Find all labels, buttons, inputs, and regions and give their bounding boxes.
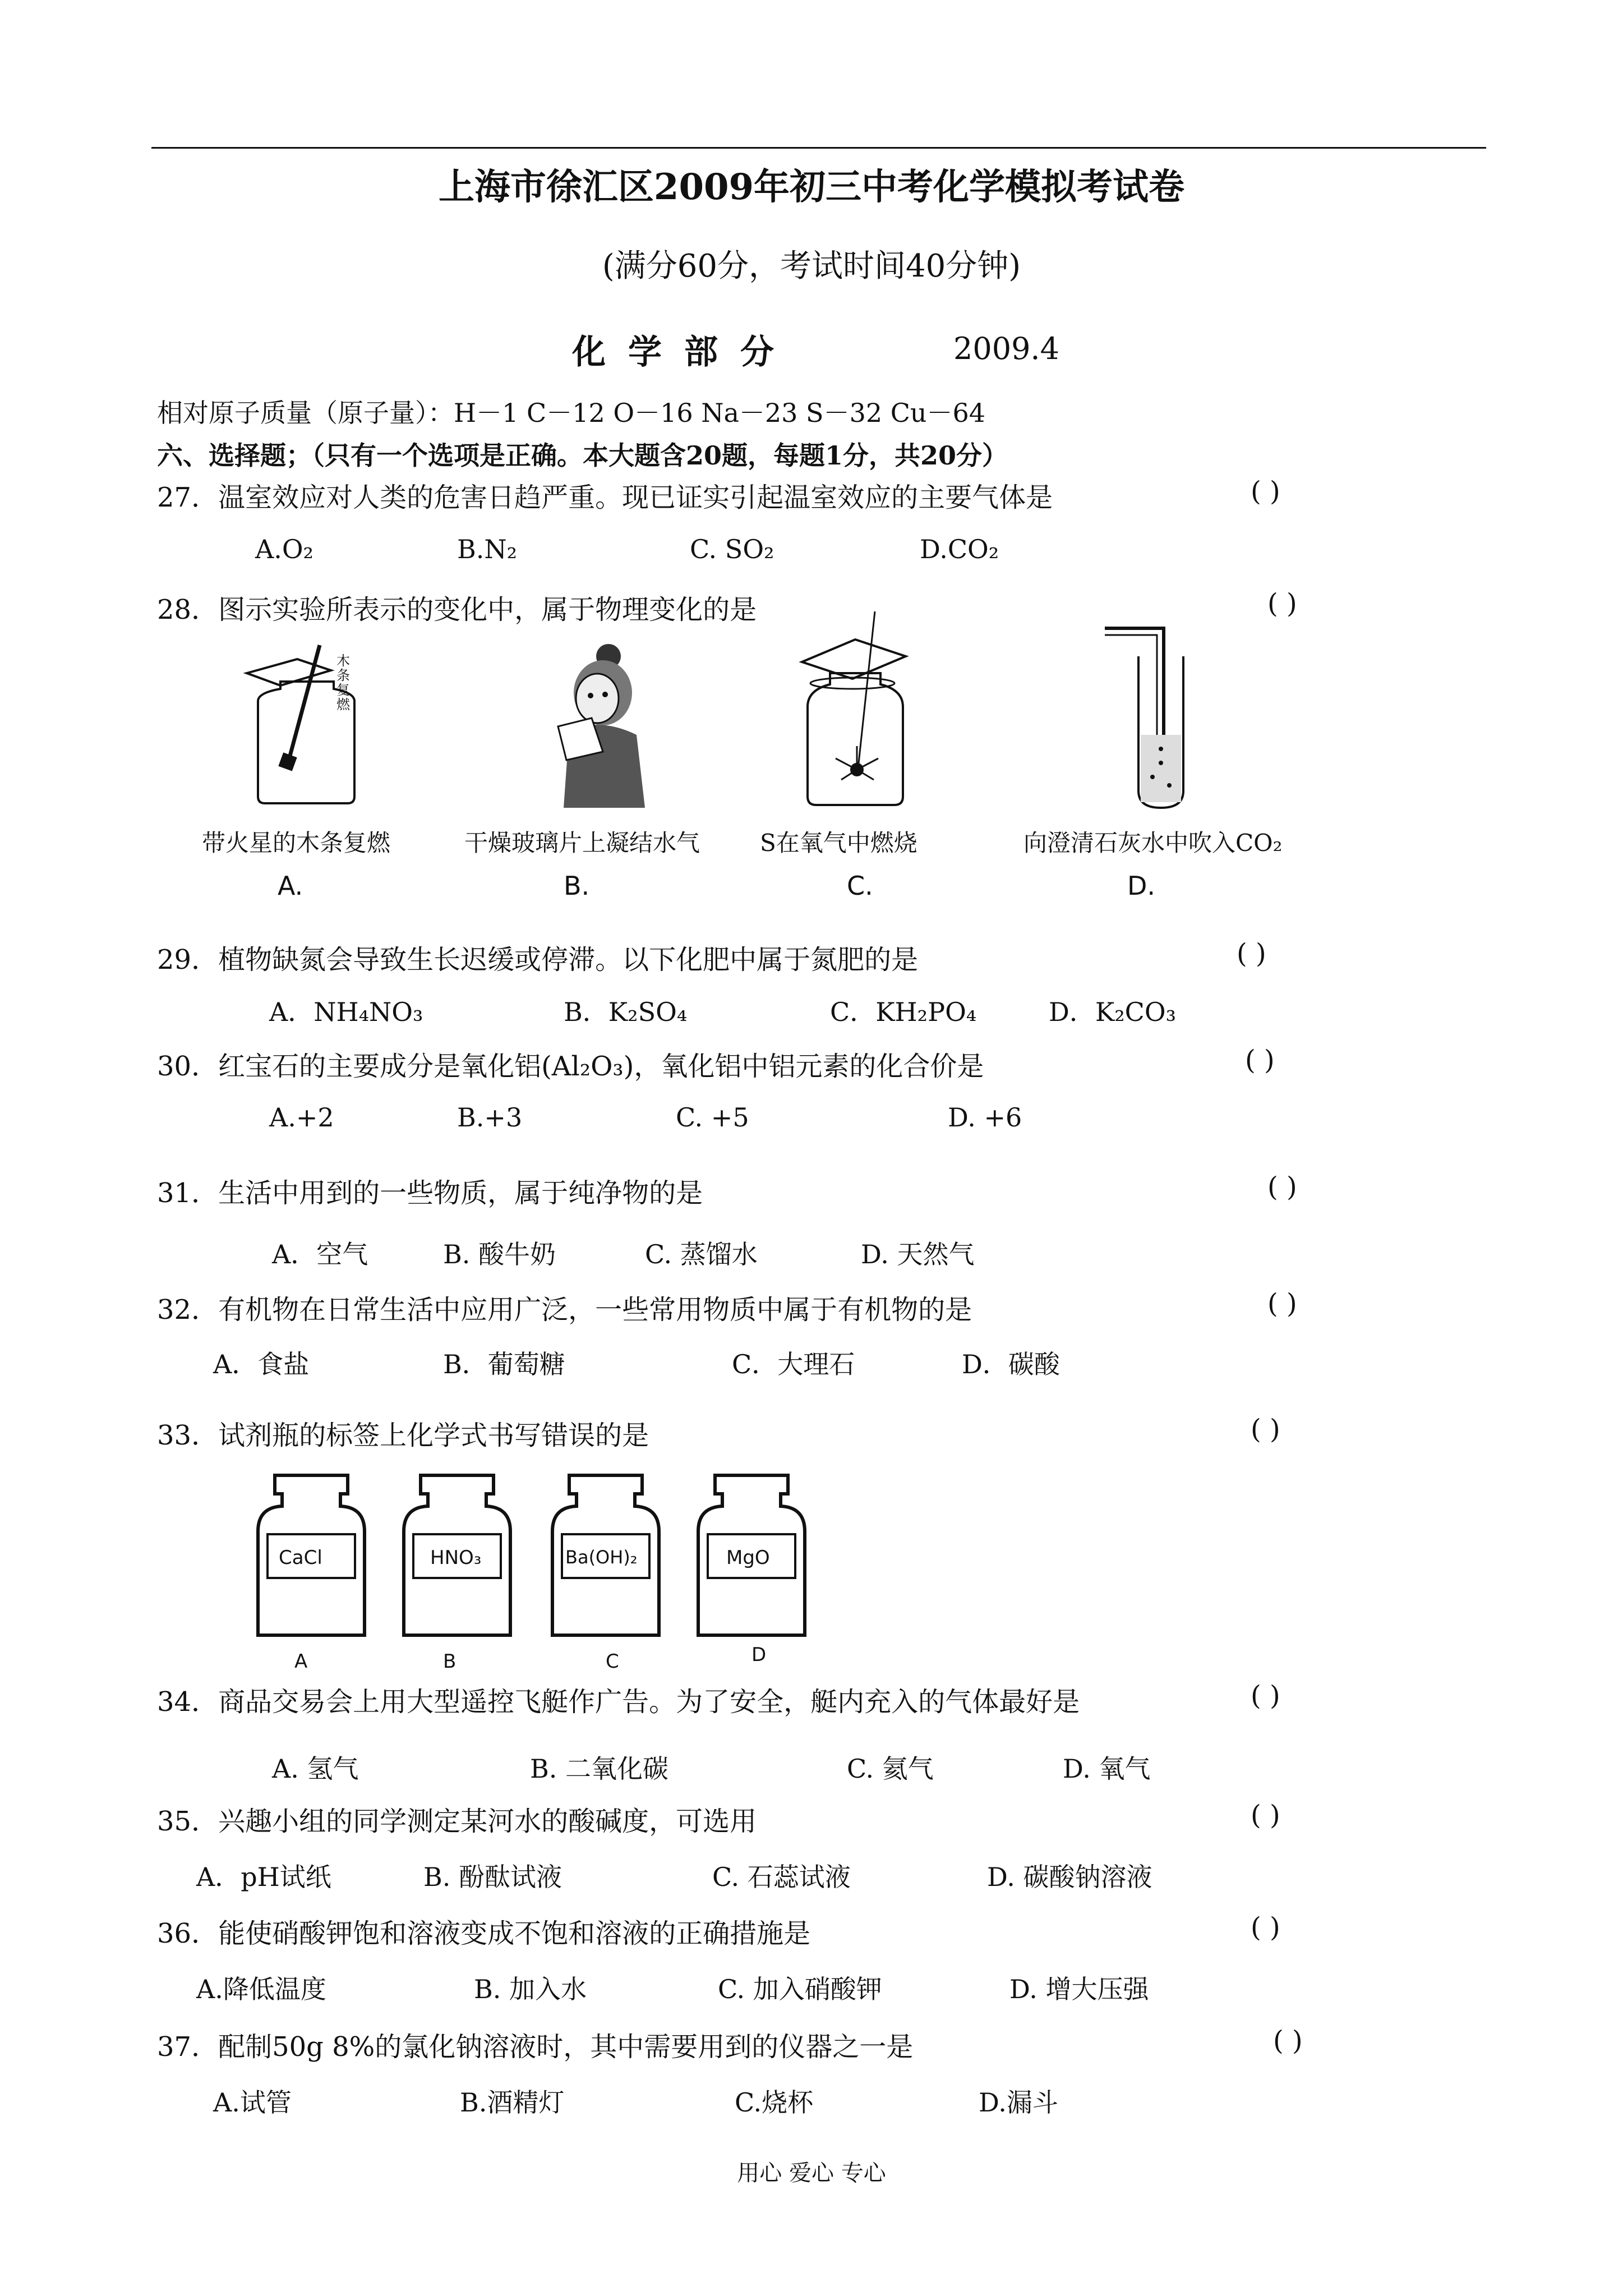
q27-option-d: D.CO₂ bbox=[920, 534, 999, 564]
q35-option-c: C. 石蕊试液 bbox=[712, 1862, 851, 1892]
q30-option-c: C. +5 bbox=[676, 1102, 749, 1133]
q28-caption-d: 向澄清石灰水中吹入CO₂ bbox=[1023, 829, 1283, 857]
q33-answer-paren: ( ) bbox=[1251, 1414, 1280, 1445]
q31-option-c: C. 蒸馏水 bbox=[645, 1239, 758, 1269]
q37-answer-paren: ( ) bbox=[1273, 2025, 1303, 2056]
q31-stem: 31．生活中用到的一些物质，属于纯净物的是 bbox=[157, 1177, 703, 1209]
q35-option-b: B. 酚酞试液 bbox=[423, 1862, 562, 1892]
q36-stem: 36．能使硝酸钾饱和溶液变成不饱和溶液的正确措施是 bbox=[157, 1918, 811, 1949]
q28-option-c: C. bbox=[847, 871, 873, 901]
q27-option-c: C. SO₂ bbox=[690, 534, 774, 564]
q30-answer-paren: ( ) bbox=[1245, 1045, 1275, 1076]
q32-option-a: A．食盐 bbox=[213, 1349, 310, 1379]
q34-option-b: B. 二氧化碳 bbox=[530, 1754, 669, 1784]
q30-option-b: B.+3 bbox=[457, 1102, 523, 1133]
q37-stem: 37．配制50g 8%的氯化钠溶液时，其中需要用到的仪器之一是 bbox=[157, 2031, 914, 2063]
q28-option-b: B. bbox=[564, 871, 590, 901]
q32-option-c: C．大理石 bbox=[732, 1349, 855, 1379]
q36-option-d: D. 增大压强 bbox=[1009, 1974, 1149, 2004]
q35-answer-paren: ( ) bbox=[1251, 1800, 1280, 1831]
page-footer: 用心 爱心 专心 bbox=[737, 2160, 886, 2186]
q33-bottle-b bbox=[401, 1473, 513, 1641]
q33-letter-a: A bbox=[294, 1650, 308, 1673]
q28-option-a: A. bbox=[278, 871, 303, 901]
q28-option-d: D. bbox=[1127, 871, 1156, 901]
q36-answer-paren: ( ) bbox=[1251, 1912, 1280, 1943]
instructions: 六、选择题；（只有一个选项是正确。本大题含20题，每题1分，共20分） bbox=[157, 440, 1008, 471]
q36-option-c: C. 加入硝酸钾 bbox=[718, 1974, 882, 2004]
q31-answer-paren: ( ) bbox=[1267, 1171, 1297, 1203]
q29-answer-paren: ( ) bbox=[1237, 938, 1266, 969]
q28-figure-d bbox=[1099, 623, 1206, 813]
atomic-masses: 相对原子质量（原子量）：H－1 C－12 O－16 Na－23 S－32 Cu－64 bbox=[157, 398, 986, 428]
q30-option-d: D. +6 bbox=[948, 1102, 1022, 1133]
q34-answer-paren: ( ) bbox=[1251, 1680, 1280, 1711]
q27-answer-paren: ( ) bbox=[1251, 476, 1280, 507]
q31-option-d: D. 天然气 bbox=[861, 1239, 975, 1269]
q29-option-c: C．KH₂PO₄ bbox=[830, 997, 977, 1027]
q28-answer-paren: ( ) bbox=[1267, 588, 1297, 619]
q28-figure-b bbox=[547, 639, 659, 808]
q35-option-a: A．pH试纸 bbox=[196, 1862, 331, 1892]
q31-option-a: A．空气 bbox=[272, 1239, 368, 1269]
q28-figure-c bbox=[791, 611, 920, 813]
header-rule bbox=[151, 147, 1486, 149]
q37-option-b: B.酒精灯 bbox=[460, 2087, 565, 2118]
q34-option-d: D. 氧气 bbox=[1063, 1754, 1151, 1784]
q37-option-a: A.试管 bbox=[213, 2087, 292, 2118]
q29-option-a: A．NH₄NO₃ bbox=[269, 997, 423, 1027]
q33-label-a: CaCl bbox=[279, 1547, 322, 1569]
q37-option-d: D.漏斗 bbox=[979, 2087, 1058, 2118]
q37-option-c: C.烧杯 bbox=[735, 2087, 814, 2118]
q30-stem: 30．红宝石的主要成分是氧化铝(Al₂O₃)，氧化铝中铝元素的化合价是 bbox=[157, 1051, 984, 1082]
q33-letter-b: B bbox=[443, 1650, 457, 1673]
q27-stem: 27．温室效应对人类的危害日趋严重。现已证实引起温室效应的主要气体是 bbox=[157, 482, 1053, 513]
q30-option-a: A.+2 bbox=[269, 1102, 334, 1133]
q33-bottle-c bbox=[550, 1473, 662, 1641]
q28-caption-b: 干燥玻璃片上凝结水气 bbox=[464, 829, 700, 857]
q31-option-b: B. 酸牛奶 bbox=[443, 1239, 556, 1269]
q29-option-d: D．K₂CO₃ bbox=[1049, 997, 1177, 1027]
q33-label-d: MgO bbox=[726, 1547, 770, 1569]
q34-option-c: C. 氦气 bbox=[847, 1754, 934, 1784]
q32-option-b: B．葡萄糖 bbox=[443, 1349, 565, 1379]
section-title: 化学部分 bbox=[572, 333, 796, 372]
q28-caption-a: 带火星的木条复燃 bbox=[202, 829, 391, 857]
q28-stem: 28．图示实验所表示的变化中，属于物理变化的是 bbox=[157, 594, 757, 625]
q33-label-c: Ba(OH)₂ bbox=[565, 1547, 638, 1568]
exam-date: 2009.4 bbox=[953, 331, 1059, 366]
q35-option-d: D. 碳酸钠溶液 bbox=[987, 1862, 1152, 1892]
q28-caption-c: S在氧气中燃烧 bbox=[760, 829, 917, 857]
q32-stem: 32．有机物在日常生活中应用广泛，一些常用物质中属于有机物的是 bbox=[157, 1294, 972, 1326]
q33-stem: 33．试剂瓶的标签上化学式书写错误的是 bbox=[157, 1420, 649, 1451]
q36-option-b: B. 加入水 bbox=[474, 1974, 587, 2004]
q33-letter-c: C bbox=[606, 1650, 619, 1673]
exam-subtitle: (满分60分，考试时间40分钟) bbox=[602, 248, 1021, 284]
q27-option-a: A.O₂ bbox=[255, 534, 313, 564]
q28-figure-a bbox=[236, 639, 381, 808]
q35-stem: 35．兴趣小组的同学测定某河水的酸碱度，可选用 bbox=[157, 1806, 757, 1837]
q29-stem: 29．植物缺氮会导致生长迟缓或停滞。以下化肥中属于氮肥的是 bbox=[157, 944, 919, 976]
q29-option-b: B．K₂SO₄ bbox=[564, 997, 688, 1027]
q32-option-d: D．碳酸 bbox=[962, 1349, 1060, 1379]
q32-answer-paren: ( ) bbox=[1267, 1288, 1297, 1319]
q27-option-b: B.N₂ bbox=[457, 534, 518, 564]
q33-bottle-d bbox=[695, 1473, 808, 1641]
q28-figure-a-note: 木条复燃 bbox=[336, 653, 350, 712]
q33-label-b: HNO₃ bbox=[430, 1547, 482, 1569]
q36-option-a: A.降低温度 bbox=[196, 1974, 326, 2004]
q34-option-a: A. 氢气 bbox=[272, 1754, 359, 1784]
q33-bottle-a bbox=[255, 1473, 367, 1641]
exam-title: 上海市徐汇区2009年初三中考化学模拟考试卷 bbox=[438, 166, 1185, 208]
q33-letter-d: D bbox=[751, 1644, 767, 1666]
q34-stem: 34．商品交易会上用大型遥控飞艇作广告。为了安全，艇内充入的气体最好是 bbox=[157, 1686, 1080, 1718]
